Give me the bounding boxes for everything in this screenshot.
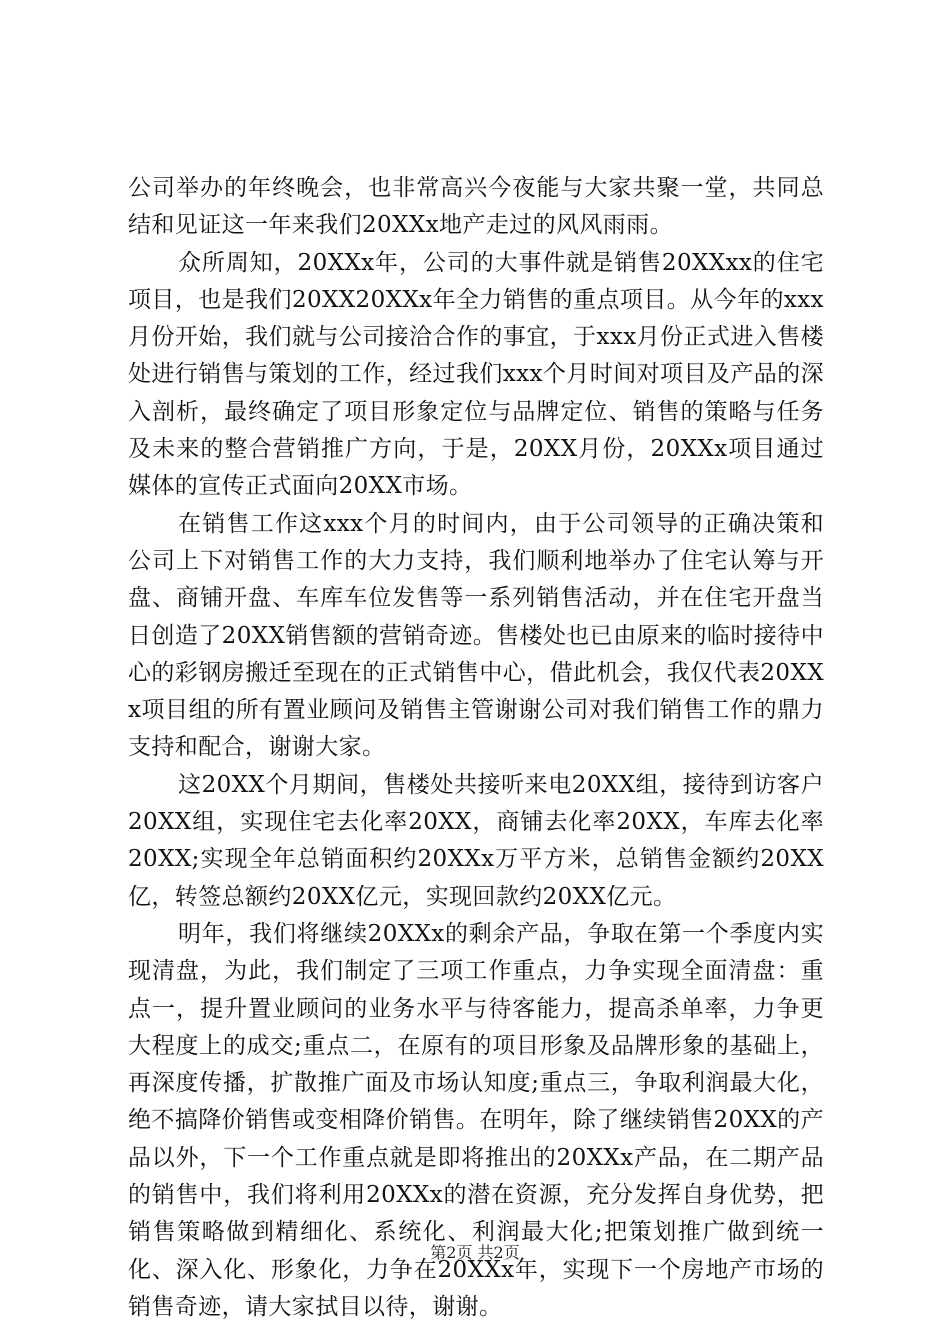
page-footer: 第2页 共2页: [430, 1243, 520, 1262]
paragraph-2: 众所周知，20XXx年，公司的大事件就是销售20XXxx的住宅项目，也是我们20XX20XXx年全力销售的重点项目。从今年的xxx月份开始，我们就与公司接洽合作的事宜，于xxx月份正式进入售楼处进行销售与策划的工作，经过我们xxx个月时间对项目及产品的深入剖析，最终确定了项目形象定位与品牌定位、销售的策略与任务及未来的整合营销推广方向，于是，20XX月份，20XXx项目通过媒体的宣传正式面向20XX市场。: [128, 249, 824, 500]
paragraph-3: 在销售工作这xxx个月的时间内，由于公司领导的正确决策和公司上下对销售工作的大力支持，我们顺利地举办了住宅认筹与开盘、商铺开盘、车库车位发售等一系列销售活动，并在住宅开盘当日创造了20XX销售额的营销奇迹。售楼处也已由原来的临时接待中心的彩钢房搬迁至现在的正式销售中心，借此机会，我仅代表20XXx项目组的所有置业顾问及销售主管谢谢公司对我们销售工作的鼎力支持和配合，谢谢大家。: [128, 510, 824, 761]
document-body: [128, 170, 824, 1326]
paragraph-1: 公司举办的年终晚会，也非常高兴今夜能与大家共聚一堂，共同总结和见证这一年来我们20XXx地产走过的风风雨雨。: [128, 175, 824, 239]
paragraph-4: 这20XX个月期间，售楼处共接听来电20XX组，接待到访客户20XX组，实现住宅去化率20XX，商铺去化率20XX，车库去化率20XX;实现全年总销面积约20XXx万平方米，总销售金额约20XX亿，转签总额约20XX亿元，实现回款约20XX亿元。: [128, 771, 824, 910]
paragraph-5: 明年，我们将继续20XXx的剩余产品，争取在第一个季度内实现清盘，为此，我们制定了三项工作重点，力争实现全面清盘：重点一，提升置业顾问的业务水平与待客能力，提高杀单率，力争更大程度上的成交;重点二，在原有的项目形象及品牌形象的基础上，再深度传播，扩散推广面及市场认知度;重点三，争取利润最大化，绝不搞降价销售或变相降价销售。在明年，除了继续销售20XX的产品以外，下一个工作重点就是即将推出的20XXx产品，在二期产品的销售中，我们将利用20XXx的潜在资源，充分发挥自身优势，把销售策略做到精细化、系统化、利润最大化;把策划推广做到统一化、深入化、形象化，力争在20XXx年，实现下一个房地产市场的销售奇迹，请大家拭目以待，谢谢。: [128, 920, 824, 1320]
